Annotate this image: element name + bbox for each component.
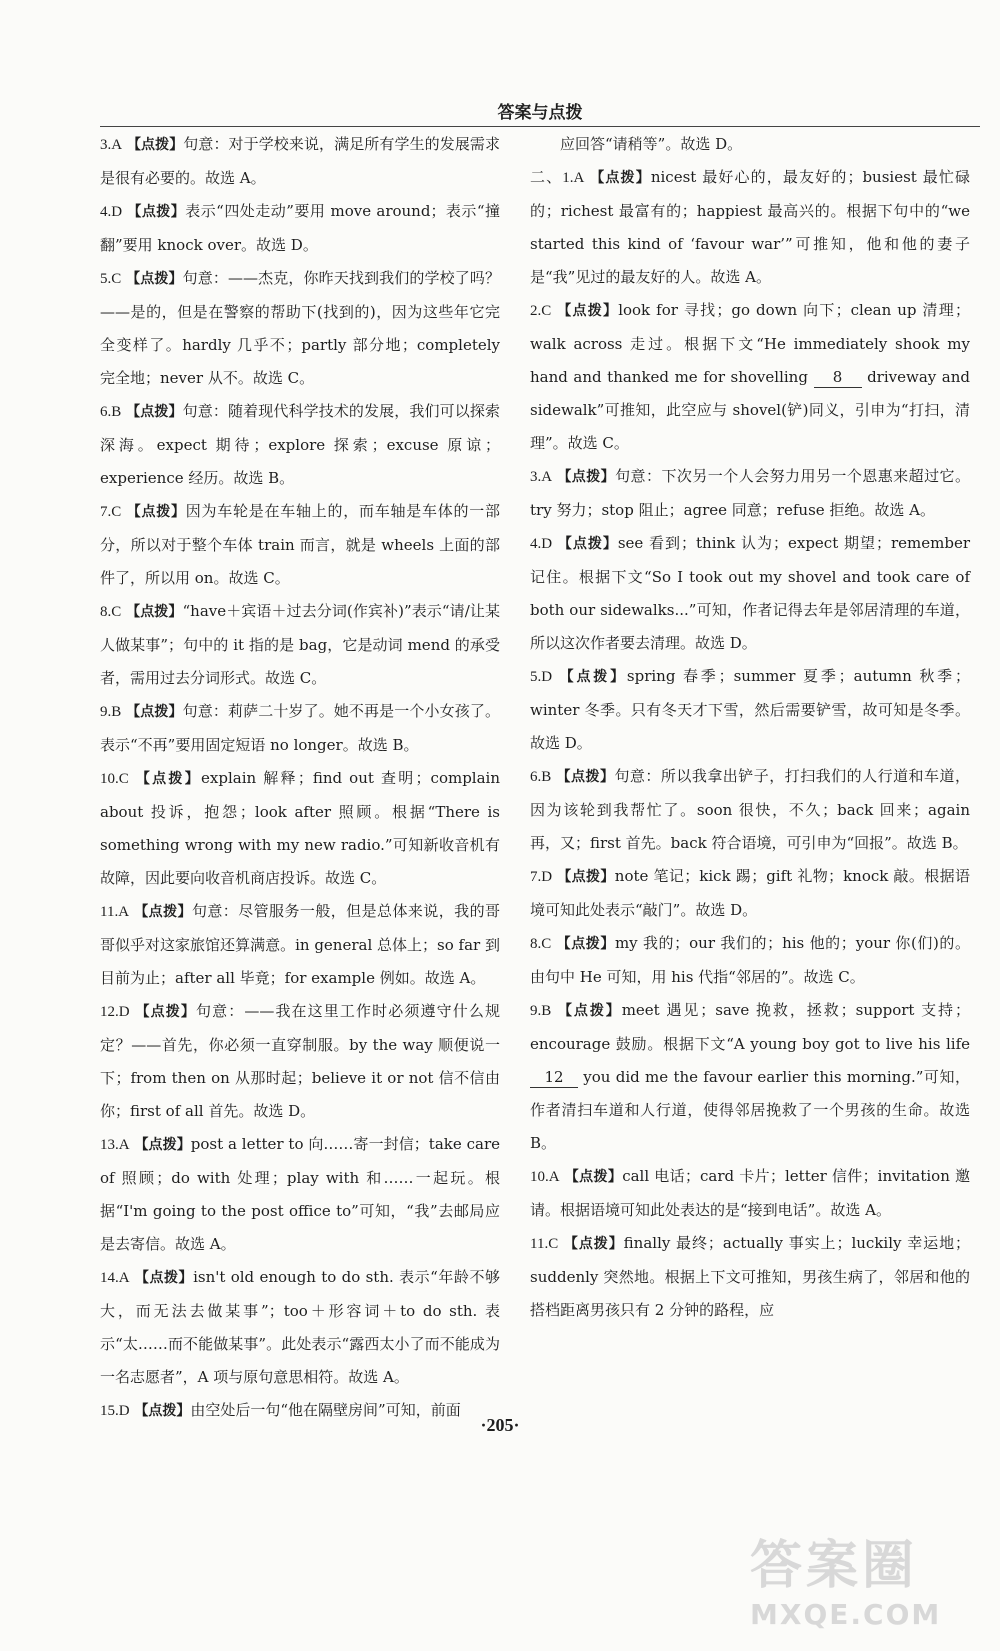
right-column xyxy=(530,128,970,1327)
item-number: 11.C xyxy=(530,1236,559,1252)
item-text: 应回答“请稍等”。故选 D。 xyxy=(560,135,743,153)
answer-item xyxy=(100,1128,500,1261)
answer-item xyxy=(100,762,500,895)
item-number: 13.A xyxy=(100,1137,130,1153)
item-text: look for 寻找；go down 向下；clean up 清理；walk across 走过。根据下文“He immediately shook my hand and thanked me for shovelling xyxy=(530,301,970,386)
item-text: 句意：——我在这里工作时必须遵守什么规定？——首先，你必须一直穿制服。by the way 顺便说一下；from then on 从那时起；believe it or not 信不信由你；first of all 首先。故选 D。 xyxy=(100,1002,500,1120)
hint-tag: 【点拨】 xyxy=(557,1003,622,1019)
item-number: 14.A xyxy=(100,1270,130,1286)
answer-item xyxy=(530,860,970,927)
hint-tag: 【点拨】 xyxy=(590,170,651,186)
hint-tag: 【点拨】 xyxy=(556,936,615,952)
item-number: 11.A xyxy=(100,904,130,920)
item-text: 表示“四处走动”要用 move around；表示“撞翻”要用 knock over。故选 D。 xyxy=(100,202,500,254)
answer-item xyxy=(100,262,500,395)
item-number: 8.C xyxy=(530,936,552,952)
answer-item xyxy=(530,660,970,760)
item-text: see 看到；think 认为；expect 期望；remember 记住。根据下文“So I took out my shovel and took care of both our sidewalks...”可知，作者记得去年是邻居清理的车道，所以这次作者要去清理。故选 D。 xyxy=(530,534,970,652)
item-text: 句意：尽管服务一般，但是总体来说，我的哥哥似乎对这家旅馆还算满意。in general 总体上；so far 到目前为止；after all 毕竟；for example 例如。故选 A。 xyxy=(100,902,500,987)
item-text: isn't old enough to do sth. 表示“年龄不够大，而无法去做某事”；too＋形容词＋to do sth. 表示“太……而不能做某事”。此处表示“露西太小了而不能成为一名志愿者”，A 项与原句意思相符。故选 A。 xyxy=(100,1268,501,1386)
hint-tag: 【点拨】 xyxy=(135,1004,196,1020)
item-number: 8.C xyxy=(100,604,122,620)
item-number: 3.A xyxy=(100,137,123,153)
hint-tag: 【点拨】 xyxy=(134,1137,191,1153)
answer-item xyxy=(530,527,970,660)
item-text: nicest 最好心的，最友好的；busiest 最忙碌的；richest 最富有的；happiest 最高兴的。根据下句中的“we started this kind of ‘favour war’”可推知，他和他的妻子是“我”见过的最友好的人。故选 A。 xyxy=(530,168,971,286)
item-text-continued: you did me the favour earlier this morning.”可知，作者清扫车道和人行道，使得邻居挽救了一个男孩的生命。故选 B。 xyxy=(530,1068,970,1152)
item-number: 3.A xyxy=(530,469,553,485)
item-number: 15.D xyxy=(100,1403,130,1419)
item-number: 9.B xyxy=(100,704,122,720)
hint-tag: 【点拨】 xyxy=(126,704,183,720)
item-text: 句意：对于学校来说，满足所有学生的发展需求是很有必要的。故选 A。 xyxy=(100,135,500,187)
item-text: 因为车轮是在车轴上的，而车轴是车体的一部分，所以对于整个车体 train 而言，就是 wheels 上面的部件了，所以用 on。故选 C。 xyxy=(100,502,500,587)
hint-tag: 【点拨】 xyxy=(563,1236,624,1252)
answer-item xyxy=(530,1160,970,1227)
answer-item xyxy=(530,994,970,1160)
hint-tag: 【点拨】 xyxy=(564,1169,623,1185)
item-text-continued: driveway and sidewalk”可推知，此空应与 shovel(铲)同义，引申为“打扫，清理”。故选 C。 xyxy=(530,368,970,452)
hint-tag: 【点拨】 xyxy=(127,204,186,220)
item-text: 句意：莉萨二十岁了。她不再是一个小女孩了。表示“不再”要用固定短语 no longer。故选 B。 xyxy=(100,702,500,754)
hint-tag: 【点拨】 xyxy=(134,1270,194,1286)
hint-tag: 【点拨】 xyxy=(126,404,183,420)
answer-item xyxy=(100,128,500,195)
item-text: spring 春季；summer 夏季；autumn 秋季；winter 冬季。只有冬天才下雪，然后需要铲雪，故可知是冬季。故选 D。 xyxy=(530,667,970,752)
answer-item xyxy=(100,395,500,495)
blank-number: 8 xyxy=(814,367,862,388)
answer-item xyxy=(100,995,500,1128)
answer-item xyxy=(530,294,970,460)
page-header: 答案与点拨 xyxy=(100,98,980,127)
hint-tag: 【点拨】 xyxy=(557,869,615,885)
watermark-line1: 答案圈 xyxy=(750,1536,919,1596)
watermark-line2: MXQE.COM xyxy=(750,1598,942,1631)
item-text: 由空处后一句“他在隔壁房间”可知，前面 xyxy=(190,1401,461,1419)
item-text: call 电话；card 卡片；letter 信件；invitation 邀请。根据语境可知此处表达的是“接到电话”。故选 A。 xyxy=(530,1167,970,1219)
item-text: my 我的；our 我们的；his 他的；your 你(们)的。由句中 He 可知，用 his 代指“邻居的”。故选 C。 xyxy=(530,934,970,986)
answer-item xyxy=(530,460,970,527)
hint-tag: 【点拨】 xyxy=(126,137,184,153)
answer-item xyxy=(530,760,970,860)
answer-item xyxy=(530,1227,970,1327)
hint-tag: 【点拨】 xyxy=(556,769,615,785)
answer-item xyxy=(100,895,500,995)
hint-tag: 【点拨】 xyxy=(126,504,186,520)
item-number: 4.D xyxy=(100,204,123,220)
answer-item xyxy=(530,927,970,994)
item-number: 7.D xyxy=(530,869,553,885)
item-text: finally 最终；actually 事实上；luckily 幸运地；suddenly 突然地。根据上下文可推知，男孩生病了，邻居和他的搭档距离男孩只有 2 分钟的路程，应 xyxy=(530,1234,971,1319)
item-text: 句意：随着现代科学技术的发展，我们可以探索深海。expect 期待；explore 探索；excuse 原谅；experience 经历。故选 B。 xyxy=(100,402,500,487)
hint-tag: 【点拨】 xyxy=(126,604,183,620)
item-number: 12.D xyxy=(100,1004,130,1020)
item-text: “have＋宾语＋过去分词(作宾补)”表示“请/让某人做某事”；句中的 it 指的是 bag，它是动词 mend 的承受者，需用过去分词形式。故选 C。 xyxy=(100,602,500,687)
answer-item xyxy=(100,595,500,695)
item-text: 句意：所以我拿出铲子，打扫我们的人行道和车道，因为该轮到我帮忙了。soon 很快，不久；back 回来；again 再，又；first 首先。back 符合语境，可引申为“回报”。故选 B。 xyxy=(530,767,970,852)
answer-item xyxy=(530,161,970,294)
item-number: 5.C xyxy=(100,271,122,287)
hint-tag: 【点拨】 xyxy=(557,536,618,552)
item-number: 10.C xyxy=(100,771,129,787)
item-number: 9.B xyxy=(530,1003,552,1019)
item-text: 句意：——杰克，你昨天找到我们的学校了吗？——是的，但是在警察的帮助下(找到的)，因为这些年它完全变样了。hardly 几乎不；partly 部分地；completely 完全地；never 从不。故选 C。 xyxy=(100,269,500,387)
item-number: 4.D xyxy=(530,536,553,552)
hint-tag: 【点拨】 xyxy=(557,469,616,485)
item-text: explain 解释；find out 查明；complain about 投诉，抱怨；look after 照顾。根据“There is something wrong with my new radio.”可知新收音机有故障，因此要向收音机商店投诉。故选 C。 xyxy=(100,769,500,887)
item-text: note 笔记；kick 踢；gift 礼物；knock 敲。根据语境可知此处表示“敲门”。故选 D。 xyxy=(530,867,971,919)
item-number: 6.B xyxy=(530,769,552,785)
hint-tag: 【点拨】 xyxy=(557,303,619,319)
hint-tag: 【点拨】 xyxy=(134,1403,191,1419)
item-number: 5.D xyxy=(530,669,553,685)
hint-tag: 【点拨】 xyxy=(126,271,183,287)
item-number: 10.A xyxy=(530,1169,560,1185)
item-number: 6.B xyxy=(100,404,122,420)
hint-tag: 【点拨】 xyxy=(135,771,202,787)
page-number: ·205· xyxy=(480,1415,520,1435)
hint-tag: 【点拨】 xyxy=(559,669,627,685)
item-text: meet 遇见；save 挽救，拯救；support 支持；encourage 鼓励。根据下文“A young boy got to live his life xyxy=(530,1001,970,1053)
blank-number: 12 xyxy=(530,1067,578,1088)
item-number: 7.C xyxy=(100,504,122,520)
answer-item xyxy=(100,495,500,595)
answer-item xyxy=(100,695,500,762)
item-text: 句意：下次另一个人会努力用另一个恩惠来超过它。try 努力；stop 阻止；agree 同意；refuse 拒绝。故选 A。 xyxy=(530,467,970,519)
answer-item xyxy=(100,195,500,262)
answer-item xyxy=(530,128,970,161)
item-text: post a letter to 向……寄一封信；take care of 照顾；do with 处理；play with 和……一起玩。根据“I'm going to the post office to”可知，“我”去邮局应是去寄信。故选 A。 xyxy=(100,1135,500,1253)
item-number: 2.C xyxy=(530,303,552,319)
answer-item xyxy=(100,1261,500,1394)
item-number: 二、1.A xyxy=(530,170,585,186)
watermark-logo xyxy=(750,1523,970,1633)
left-column xyxy=(100,128,500,1428)
hint-tag: 【点拨】 xyxy=(134,904,192,920)
